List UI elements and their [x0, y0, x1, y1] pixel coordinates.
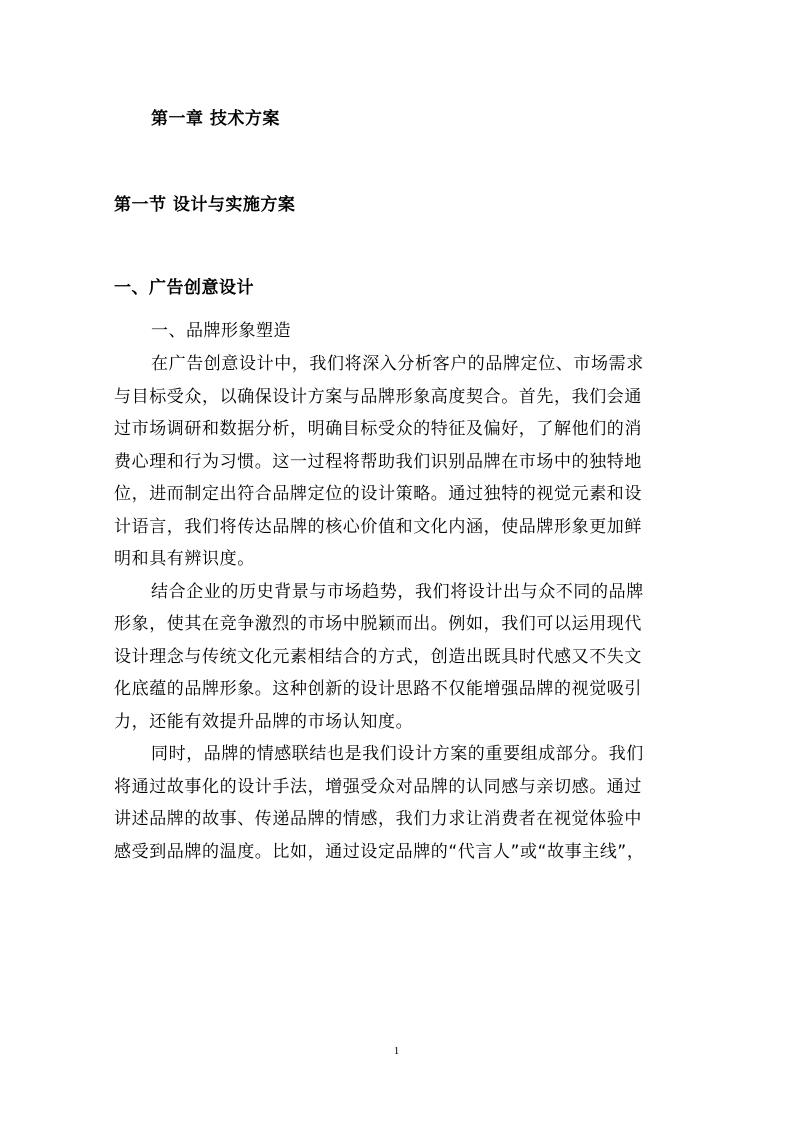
paragraph-line: 位，进而制定出符合品牌定位的设计策略。通过独特的视觉元素和设	[114, 484, 642, 504]
paragraph-2	[114, 576, 682, 739]
paragraph-line: 结合企业的历史背景与市场趋势，我们将设计出与众不同的品牌	[151, 581, 644, 602]
paragraph-1	[114, 348, 682, 576]
paragraph-line: 化底蕴的品牌形象。这种创新的设计思路不仅能增强品牌的视觉吸引	[114, 679, 642, 699]
paragraph-line: 力，还能有效提升品牌的市场认知度。	[114, 711, 414, 732]
chapter-title: 第一章 技术方案	[151, 109, 280, 129]
paragraph-line: 感受到品牌的温度。比如，通过设定品牌的“代言人”或“故事主线”，	[114, 841, 645, 862]
subsection-title: 一、广告创意设计	[114, 278, 254, 298]
paragraph-line: 同时，品牌的情感联结也是我们设计方案的重要组成部分。我们	[151, 744, 644, 764]
paragraph-3	[114, 738, 682, 868]
paragraph-line: 计语言，我们将传达品牌的核心价值和文化内涵，使品牌形象更加鲜	[114, 516, 642, 537]
paragraph-line: 明和具有辨识度。	[114, 549, 255, 569]
page-number: 1	[393, 1045, 400, 1057]
paragraph-line: 费心理和行为习惯。这一过程将帮助我们识别品牌在市场中的独特地	[114, 451, 642, 472]
paragraph-line: 在广告创意设计中，我们将深入分析客户的品牌定位、市场需求	[151, 354, 644, 374]
paragraph-line: 形象，使其在竞争激烈的市场中脱颖而出。例如，我们可以运用现代	[114, 614, 642, 634]
paragraph-line: 设计理念与传统文化元素相结合的方式，创造出既具时代感又不失文	[114, 646, 642, 667]
paragraph-line: 与目标受众，以确保设计方案与品牌形象高度契合。首先，我们会通	[114, 386, 642, 407]
body-text	[114, 348, 682, 868]
paragraph-line: 讲述品牌的故事、传递品牌的情感，我们力求让消费者在视觉体验中	[114, 809, 642, 829]
subheading: 一、品牌形象塑造	[151, 321, 291, 341]
paragraph-line: 过市场调研和数据分析，明确目标受众的特征及偏好，了解他们的消	[114, 419, 642, 439]
paragraph-line: 将通过故事化的设计手法，增强受众对品牌的认同感与亲切感。通过	[114, 776, 642, 797]
section-title: 第一节 设计与实施方案	[114, 195, 296, 215]
